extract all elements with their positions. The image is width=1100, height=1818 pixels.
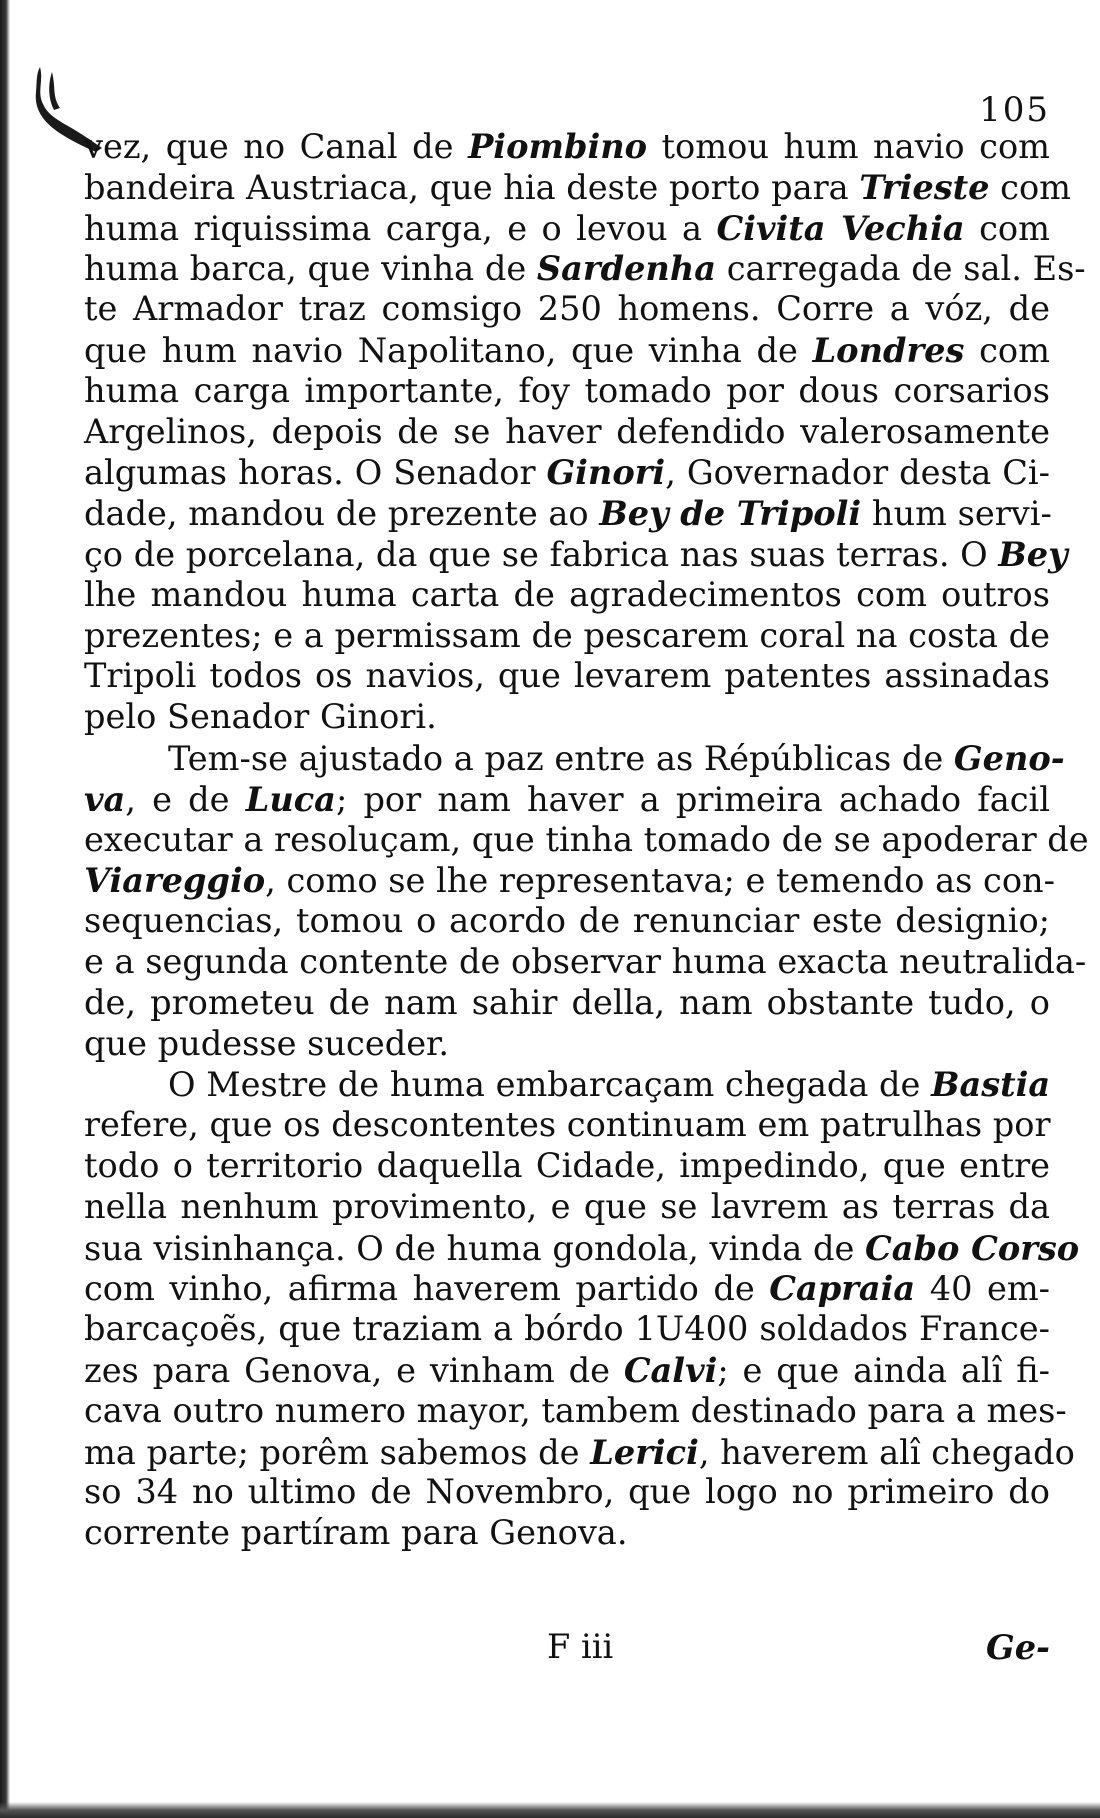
italic-text: va bbox=[84, 778, 126, 819]
text-line bbox=[84, 1024, 1050, 1065]
text-line bbox=[84, 819, 1089, 861]
text-line bbox=[84, 452, 1050, 493]
text-segment: , e de bbox=[125, 779, 246, 819]
text-segment: e a segunda contente de observar huma exacta neutralida- bbox=[84, 941, 1087, 981]
text-segment: O Mestre de huma embarcaçam chegada de bbox=[168, 1065, 932, 1105]
text-segment: 40 em- bbox=[915, 1269, 1051, 1309]
text-segment: Tripoli todos os navios, que levarem patentes assinadas bbox=[84, 656, 1050, 696]
text-segment: sequencias, tomou o acordo de renunciar este designio; bbox=[84, 901, 1050, 941]
text-segment: Argelinos, depois de se haver defendido valerosamente bbox=[84, 411, 1050, 451]
italic-text: Capraia bbox=[769, 1268, 916, 1309]
italic-text: Trieste bbox=[859, 166, 990, 207]
text-segment: , como se lhe representava; e temendo as con- bbox=[265, 861, 1056, 901]
text-line bbox=[84, 1390, 1067, 1432]
page-edge-shadow bbox=[0, 0, 10, 1818]
text-segment: carregada de sal. Es- bbox=[716, 249, 1086, 289]
text-segment: refere, que os descontentes continuam em patrulhas por bbox=[84, 1105, 1051, 1145]
text-line bbox=[84, 1350, 1050, 1391]
text-segment: huma barca, que vinha de bbox=[84, 249, 537, 289]
text-segment: so 34 no ultimo de Novembro, que logo no primeiro do bbox=[84, 1472, 1050, 1512]
text-line bbox=[84, 860, 1056, 901]
text-line bbox=[84, 1309, 1050, 1350]
text-line bbox=[84, 208, 1050, 249]
text-segment: Tem-se ajustado a paz entre as Répúblicas de bbox=[168, 738, 954, 778]
text-line bbox=[84, 248, 1086, 289]
text-segment: cava outro numero mayor, tambem destinado para a mes- bbox=[84, 1390, 1067, 1430]
text-segment: que pudesse suceder. bbox=[84, 1023, 450, 1063]
text-line bbox=[84, 779, 1050, 820]
text-line bbox=[84, 1227, 1080, 1269]
text-line bbox=[84, 697, 1050, 738]
italic-text: Geno- bbox=[953, 737, 1065, 778]
text-line bbox=[84, 575, 1050, 616]
text-segment: sua visinhança. O de huma gondola, vinda de bbox=[84, 1228, 866, 1268]
text-segment: tomou hum navio com bbox=[647, 127, 1051, 166]
catchword: Ge- bbox=[986, 1627, 1050, 1667]
text-line bbox=[84, 737, 1065, 779]
text-line bbox=[84, 1146, 1050, 1187]
text-line bbox=[84, 126, 1050, 167]
page-footer bbox=[84, 1627, 1050, 1673]
text-segment: nella nenhum provimento, e que se lavrem as terras da bbox=[84, 1186, 1050, 1226]
italic-text: Bey bbox=[998, 533, 1068, 574]
italic-text: Viareggio bbox=[84, 860, 266, 901]
text-segment: com vinho, afirma haverem partido de bbox=[84, 1269, 770, 1309]
text-segment: executar a resoluçam, que tinha tomado de se apoderar de bbox=[84, 819, 1089, 859]
italic-text: Civita Vechia bbox=[716, 207, 965, 248]
text-segment: de, prometeu de nam sahir della, nam obstante tudo, o bbox=[84, 982, 1050, 1022]
text-segment: bandeira Austriaca, que hia deste porto para bbox=[84, 167, 860, 207]
text-line bbox=[84, 1064, 1050, 1105]
text-segment: ma parte; porêm sabemos de bbox=[84, 1432, 591, 1472]
text-segment: huma carga importante, foy tomado por dous corsarios bbox=[84, 370, 1050, 410]
text-line bbox=[84, 616, 1050, 657]
italic-text: Bastia bbox=[931, 1064, 1051, 1105]
italic-text: Londres bbox=[812, 329, 965, 370]
italic-text: Bey de Tripoli bbox=[599, 493, 862, 534]
text-line bbox=[84, 412, 1050, 453]
text-segment: te Armador traz comsigo 250 homens. Corre a vóz, de bbox=[84, 289, 1050, 329]
text-line bbox=[84, 371, 1050, 412]
italic-text: Luca bbox=[245, 778, 336, 819]
text-segment: com bbox=[964, 330, 1050, 370]
text-line bbox=[84, 533, 1068, 575]
text-line bbox=[84, 656, 1050, 697]
text-segment: ; e que ainda alî fi- bbox=[717, 1350, 1050, 1390]
page-bottom-shadow bbox=[0, 1802, 1100, 1818]
article-text bbox=[84, 126, 1089, 1554]
text-line bbox=[84, 1105, 1050, 1146]
text-line bbox=[84, 983, 1050, 1024]
text-line bbox=[84, 1513, 1050, 1554]
text-segment: com bbox=[989, 167, 1072, 207]
text-line bbox=[84, 330, 1050, 371]
text-line bbox=[84, 289, 1050, 330]
text-segment: zes para Genova, e vinham de bbox=[84, 1350, 624, 1390]
text-segment: pelo Senador Ginori. bbox=[84, 697, 437, 737]
page-number: 105 bbox=[979, 90, 1050, 130]
text-line bbox=[84, 941, 1087, 983]
italic-text: Lerici bbox=[590, 1431, 699, 1472]
text-segment: prezentes; e a permissam de pescarem coral na costa de bbox=[84, 615, 1050, 655]
italic-text: Cabo Corso bbox=[865, 1227, 1080, 1268]
italic-text: Ginori bbox=[546, 452, 666, 493]
text-segment: vez, que no Canal de bbox=[84, 127, 469, 166]
text-segment: huma riquissima carga, e o levou a bbox=[84, 208, 717, 248]
text-segment: corrente partíram para Genova. bbox=[84, 1513, 628, 1553]
text-segment: com bbox=[964, 208, 1050, 248]
text-segment: algumas horas. O Senador bbox=[84, 453, 547, 493]
text-segment: ; por nam haver a primeira achado facil bbox=[335, 779, 1050, 819]
text-segment: dade, mandou de prezente ao bbox=[84, 494, 600, 534]
italic-text: Calvi bbox=[623, 1349, 718, 1390]
text-segment: , haverem alî chegado bbox=[698, 1432, 1075, 1472]
text-line bbox=[84, 1472, 1050, 1513]
text-segment: lhe mandou huma carta de agradecimentos com outros bbox=[84, 574, 1050, 614]
italic-text: Sardenha bbox=[536, 248, 717, 289]
text-line bbox=[84, 1187, 1050, 1228]
text-segment: todo o territorio daquella Cidade, impedindo, que entre bbox=[84, 1145, 1050, 1185]
text-line bbox=[84, 166, 1072, 208]
text-segment: ço de porcelana, da que se fabrica nas suas terras. O bbox=[84, 534, 999, 574]
text-segment: , Governador desta Ci- bbox=[665, 453, 1050, 493]
signature-mark: F iii bbox=[547, 1627, 614, 1666]
text-segment: barcaçoẽs, que traziam a bórdo 1U400 soldados France- bbox=[84, 1309, 1050, 1349]
text-line bbox=[84, 1268, 1050, 1309]
text-line bbox=[84, 493, 1050, 534]
text-segment: que hum navio Napolitano, que vinha de bbox=[84, 330, 813, 370]
text-line bbox=[84, 901, 1050, 942]
text-line bbox=[84, 1431, 1075, 1473]
text-segment: hum servi- bbox=[861, 494, 1052, 534]
italic-text: Piombino bbox=[468, 126, 648, 166]
